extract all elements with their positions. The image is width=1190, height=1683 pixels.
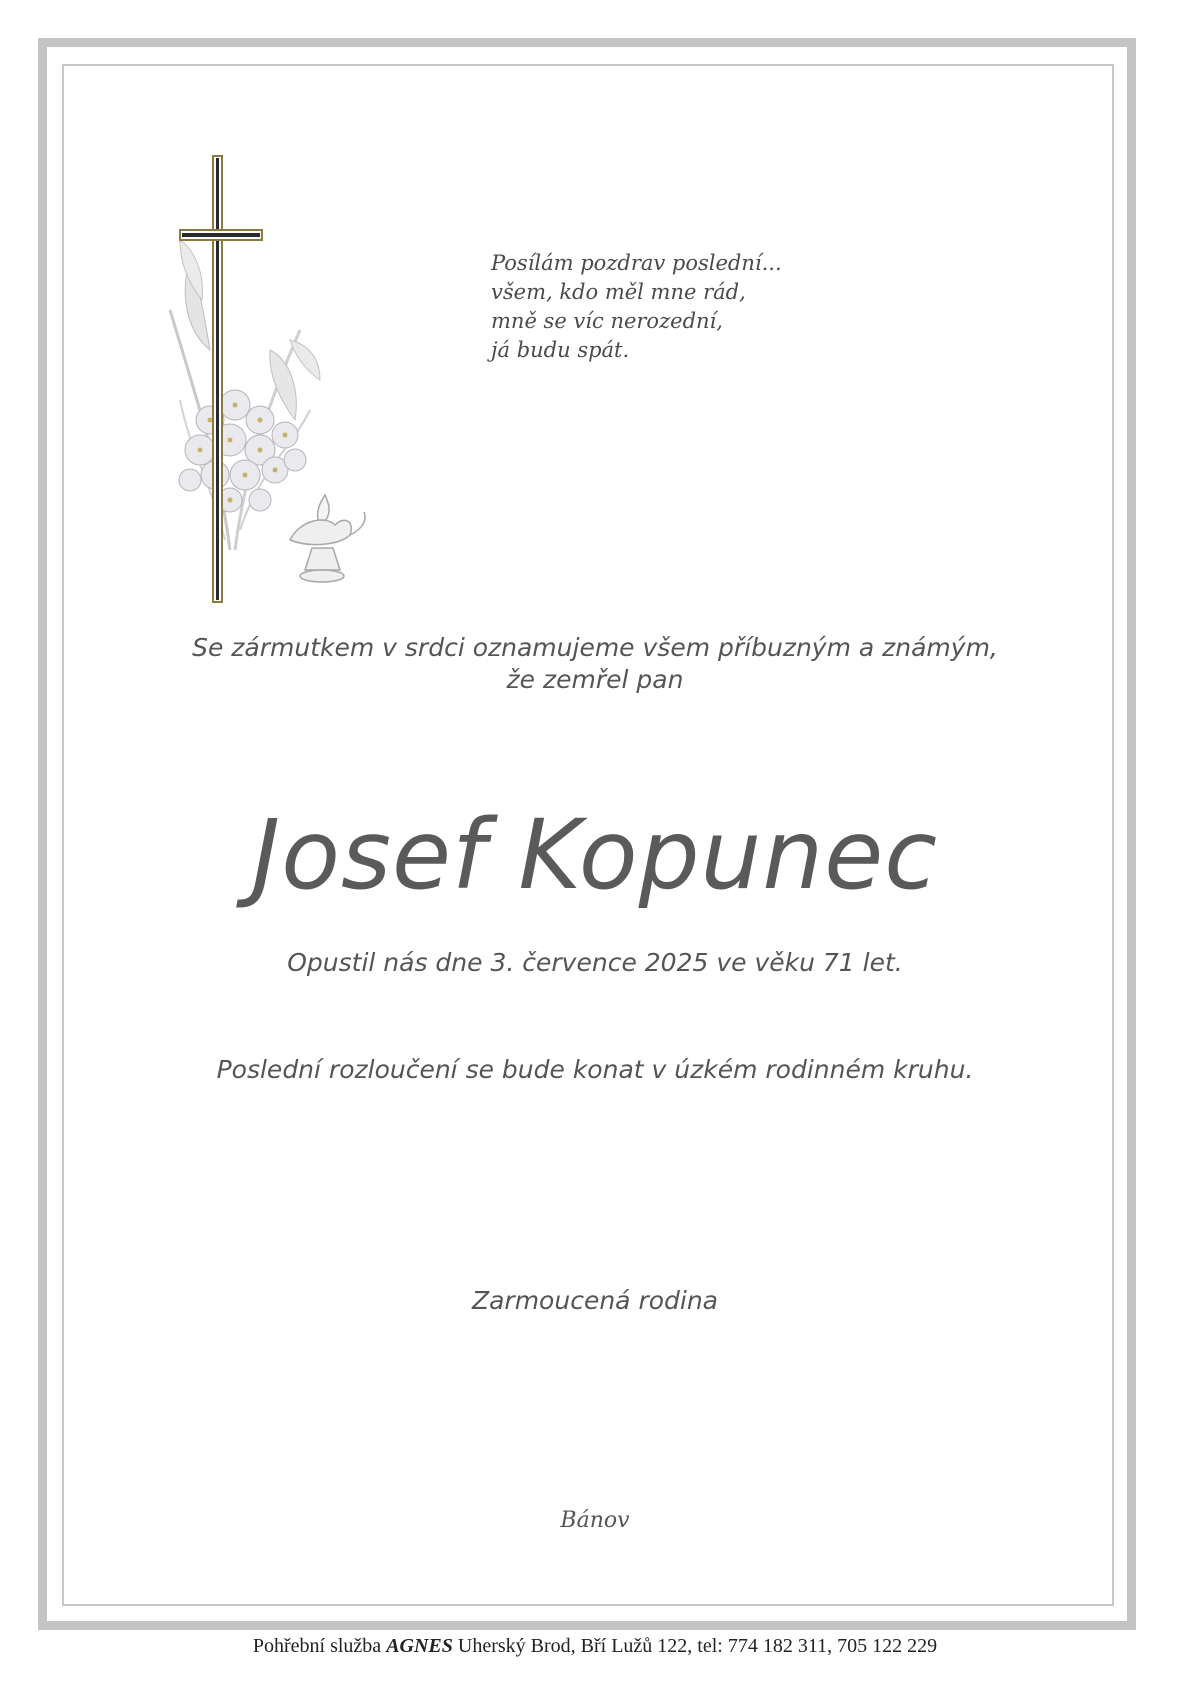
poem-line: Posílám pozdrav poslední... (491, 251, 782, 275)
poem-line: já budu spát. (491, 338, 630, 362)
footer-prefix: Pohřební služba (252, 1635, 382, 1657)
farewell-info: Poslední rozloučení se bude konat v úzkém rodinném kruhu. (216, 1055, 974, 1084)
poem-line: mně se víc nerozední, (491, 309, 723, 333)
footer-brand: AGNES (386, 1635, 453, 1657)
signature: Zarmoucená rodina (471, 1286, 718, 1315)
place: Bánov (560, 1508, 630, 1533)
poem (491, 249, 871, 365)
poem-line: všem, kdo měl mne rád, (491, 280, 746, 304)
deceased-name: Josef Kopunec (251, 799, 939, 911)
announcement (0, 632, 1190, 696)
flower-bouquet-icon (170, 240, 320, 550)
death-info: Opustil nás dne 3. července 2025 ve věku 71 let. (287, 948, 903, 977)
footer (0, 1635, 1190, 1658)
cross-flower-ornament (150, 150, 370, 610)
announcement-line-1: Se zármutkem v srdci oznamujeme všem příbuzným a známým, (192, 633, 998, 662)
footer-address: Uherský Brod, Bří Lužů 122, tel: 774 182 311, 705 122 229 (457, 1635, 938, 1657)
announcement-line-2: že zemřel pan (506, 665, 684, 694)
oil-lamp-icon (290, 495, 365, 582)
cross-icon (180, 156, 262, 602)
